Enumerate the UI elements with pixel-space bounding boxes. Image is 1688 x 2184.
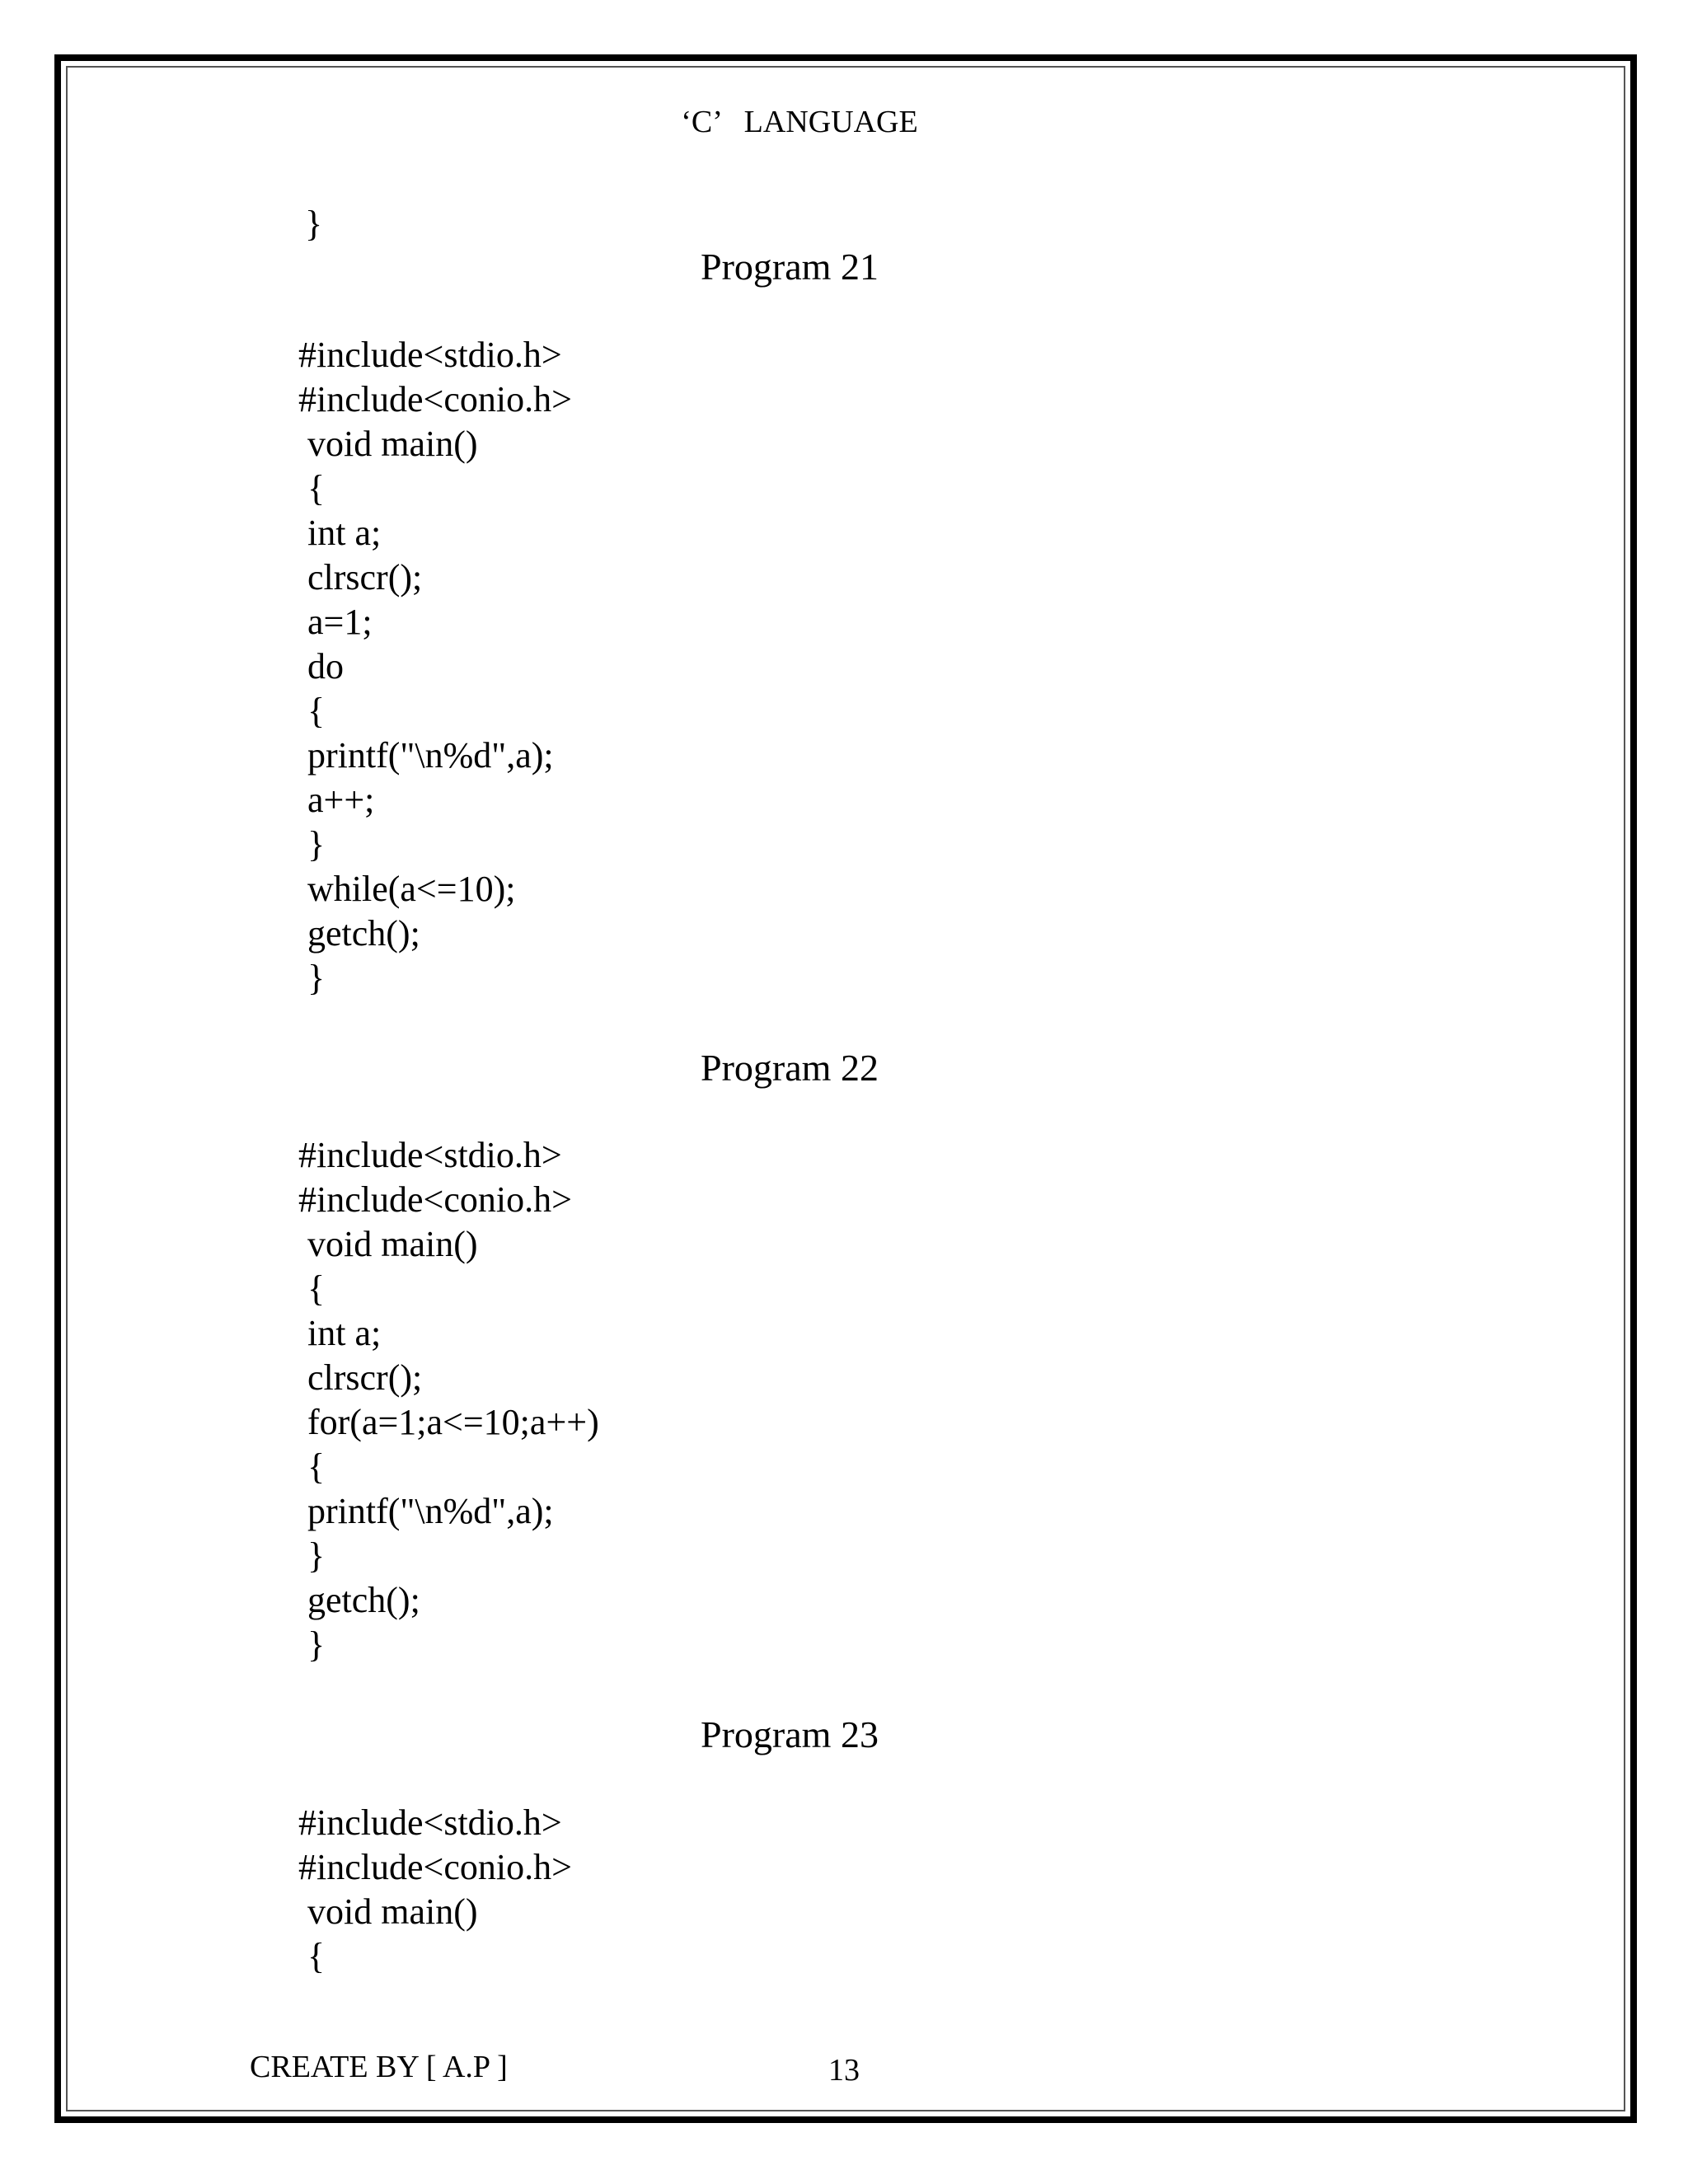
code-line: a=1; xyxy=(298,602,373,642)
code-line: void main() xyxy=(298,424,478,464)
code-line: #include<stdio.h> xyxy=(298,335,562,375)
page-number: 13 xyxy=(828,2053,860,2088)
code-line: clrscr(); xyxy=(298,557,423,598)
program-title: Program 23 xyxy=(701,1713,879,1755)
code-line: { xyxy=(298,1446,326,1487)
code-line: int a; xyxy=(298,513,382,553)
code-line: while(a<=10); xyxy=(298,869,516,909)
code-line: printf("\n%d",a); xyxy=(298,1491,554,1531)
code-line: a++; xyxy=(298,780,375,820)
code-line: do xyxy=(298,646,344,687)
code-line: { xyxy=(298,1268,326,1309)
code-line: { xyxy=(298,468,326,509)
code-line: #include<conio.h> xyxy=(298,1179,572,1220)
code-line: printf("\n%d",a); xyxy=(298,735,554,776)
code-line: clrscr(); xyxy=(298,1357,423,1398)
code-line: { xyxy=(298,1936,326,1976)
code-line: getch(); xyxy=(298,1580,420,1620)
footer-credit: CREATE BY [ A.P ] xyxy=(250,2050,508,2084)
code-line: void main() xyxy=(298,1224,478,1264)
code-line: { xyxy=(298,691,326,731)
code-line: for(a=1;a<=10;a++) xyxy=(298,1402,599,1442)
program-title: Program 22 xyxy=(701,1047,879,1089)
code-line: } xyxy=(298,1624,326,1665)
program-title: Program 21 xyxy=(701,246,879,288)
page-header: ‘C’ LANGUAGE xyxy=(681,105,918,139)
code-line: } xyxy=(298,824,326,865)
code-line: } xyxy=(305,204,323,244)
code-line: #include<conio.h> xyxy=(298,379,572,419)
code-line: getch(); xyxy=(298,913,420,954)
code-line: int a; xyxy=(298,1313,382,1353)
code-line: } xyxy=(298,958,326,998)
code-line: #include<stdio.h> xyxy=(298,1135,562,1175)
code-line: void main() xyxy=(298,1891,478,1932)
code-line: #include<stdio.h> xyxy=(298,1802,562,1843)
code-line: } xyxy=(298,1535,326,1576)
code-line: #include<conio.h> xyxy=(298,1847,572,1887)
